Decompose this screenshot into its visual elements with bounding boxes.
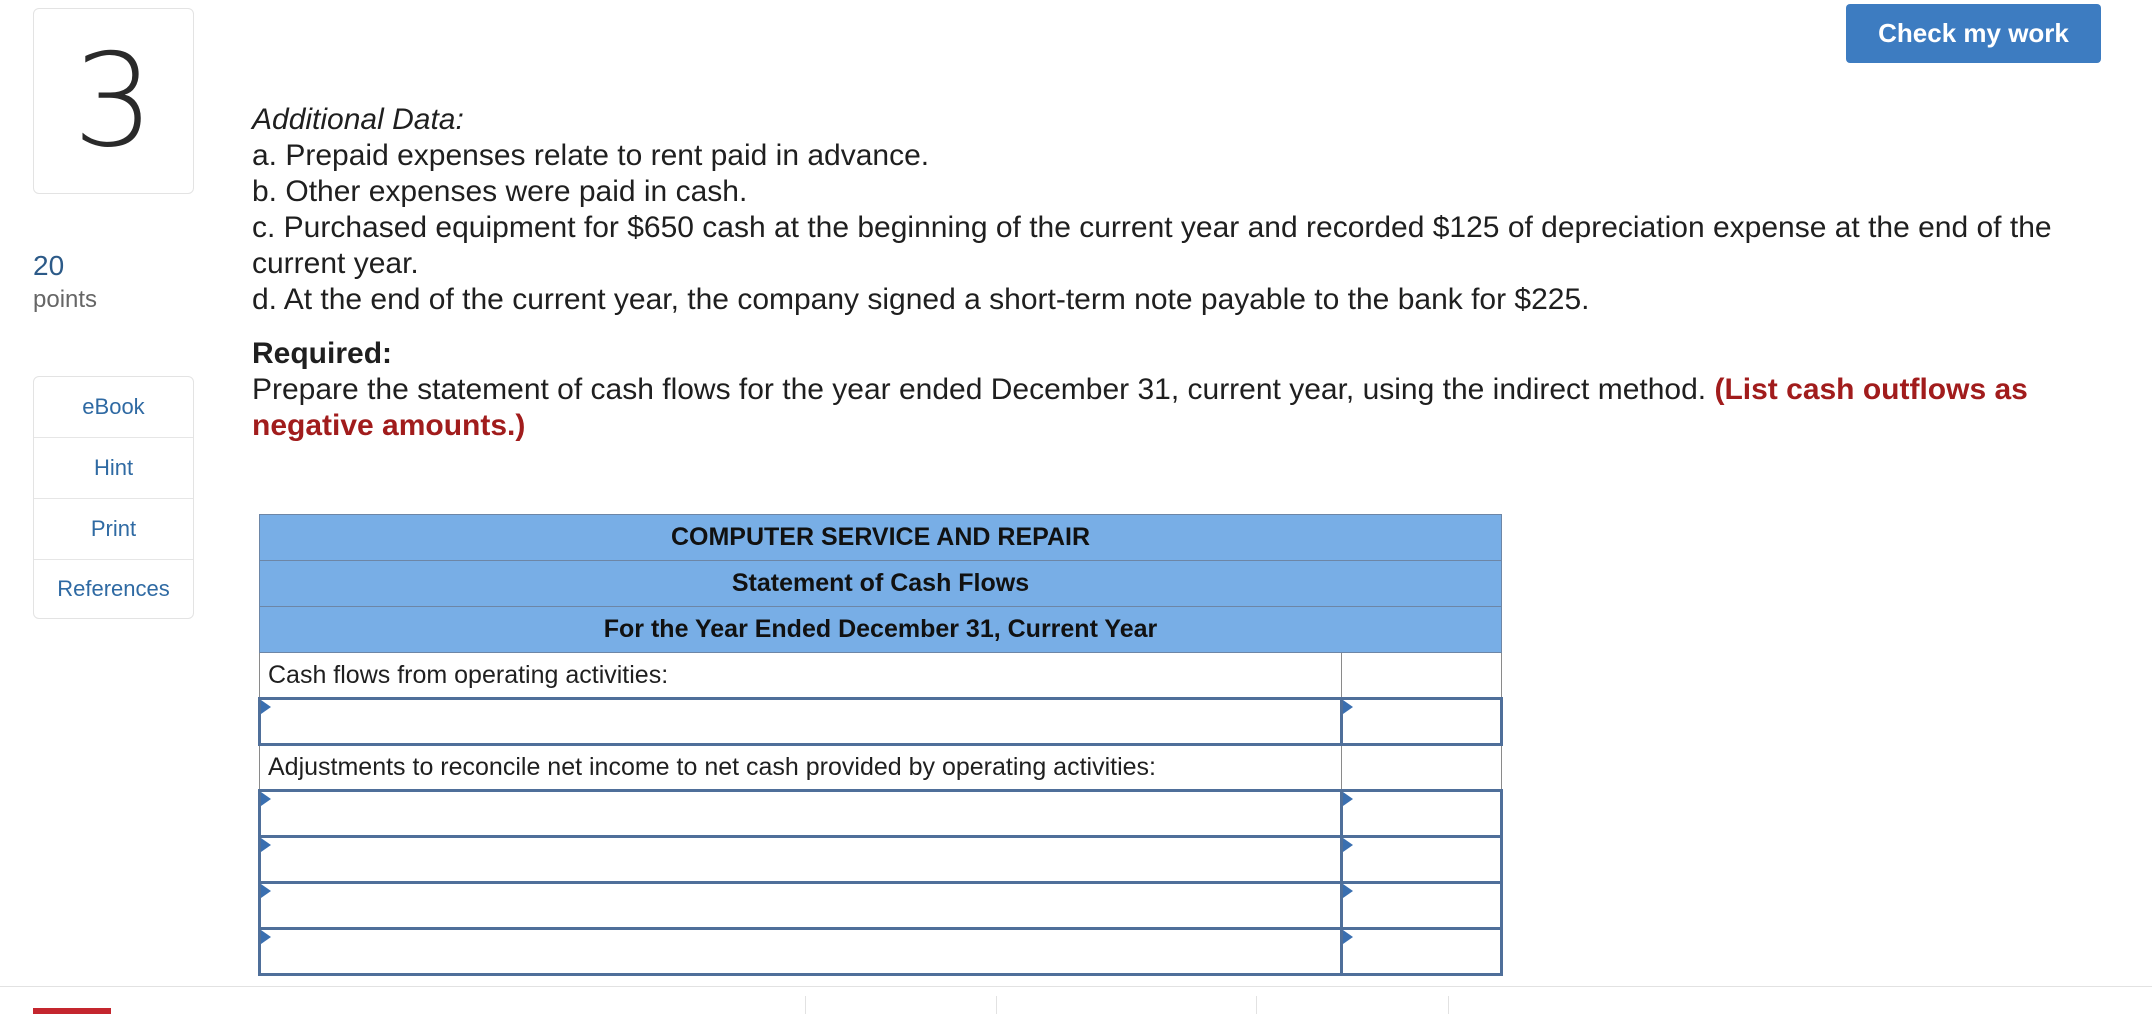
required-heading: Required: <box>252 337 393 370</box>
adjustment-label-input-1[interactable] <box>260 791 1342 837</box>
dropdown-flag-icon <box>261 930 271 944</box>
required-instruction: Prepare the statement of cash flows for the year ended December 31, current year, using the indirect method. <box>252 373 1707 406</box>
net-income-amount-input[interactable] <box>1342 699 1502 745</box>
statement-title: Statement of Cash Flows <box>260 561 1502 607</box>
footer-separator <box>1256 996 1257 1014</box>
table-row <box>260 837 1502 883</box>
footer-separator <box>805 996 806 1014</box>
dropdown-flag-icon <box>261 884 271 898</box>
check-my-work-button[interactable]: Check my work <box>1846 4 2101 63</box>
additional-data-item-b: b. Other expenses were paid in cash. <box>252 175 748 208</box>
footer-red-tab[interactable] <box>33 1008 111 1014</box>
required-text <box>252 372 2122 444</box>
dropdown-flag-icon <box>261 792 271 806</box>
table-row <box>260 791 1502 837</box>
table-row <box>260 699 1502 745</box>
additional-data-item-a: a. Prepaid expenses relate to rent paid in advance. <box>252 139 930 172</box>
operating-activities-amount <box>1342 653 1502 699</box>
footer-divider <box>0 986 2152 987</box>
table-row <box>260 883 1502 929</box>
statement-period: For the Year Ended December 31, Current Year <box>260 607 1502 653</box>
footer-separator <box>1448 996 1449 1014</box>
adjustment-amount-input-1[interactable] <box>1342 791 1502 837</box>
adjustments-amount <box>1342 745 1502 791</box>
print-link[interactable]: Print <box>34 499 193 560</box>
dropdown-flag-icon <box>1343 838 1353 852</box>
operating-activities-label: Cash flows from operating activities: <box>260 653 1342 699</box>
question-number: 3 <box>33 8 194 194</box>
net-income-label-input[interactable] <box>260 699 1342 745</box>
adjustment-amount-input-4[interactable] <box>1342 929 1502 975</box>
additional-data-heading: Additional Data: <box>252 103 464 136</box>
adjustment-amount-input-2[interactable] <box>1342 837 1502 883</box>
table-row <box>260 929 1502 975</box>
company-name: COMPUTER SERVICE AND REPAIR <box>260 515 1502 561</box>
adjustments-label: Adjustments to reconcile net income to net cash provided by operating activities: <box>260 745 1342 791</box>
dropdown-flag-icon <box>1343 792 1353 806</box>
tools-panel <box>33 376 194 619</box>
adjustment-amount-input-3[interactable] <box>1342 883 1502 929</box>
required-emphasis: (List cash outflows as negative amounts.) <box>252 373 2028 442</box>
adjustment-label-input-4[interactable] <box>260 929 1342 975</box>
adjustment-label-input-3[interactable] <box>260 883 1342 929</box>
adjustment-label-input-2[interactable] <box>260 837 1342 883</box>
question-content <box>252 102 2122 444</box>
dropdown-flag-icon <box>1343 884 1353 898</box>
additional-data-item-c: c. Purchased equipment for $650 cash at the beginning of the current year and recorded $125 of depreciation expense at the end of the current year. <box>252 211 2052 280</box>
hint-link[interactable]: Hint <box>34 438 193 499</box>
dropdown-flag-icon <box>1343 930 1353 944</box>
ebook-link[interactable]: eBook <box>34 377 193 438</box>
additional-data-item-d: d. At the end of the current year, the company signed a short-term note payable to the bank for $225. <box>252 283 1590 316</box>
dropdown-flag-icon <box>261 838 271 852</box>
points-label: points <box>33 286 98 313</box>
dropdown-flag-icon <box>1343 700 1353 714</box>
points-value: 20 <box>33 250 65 281</box>
footer-separator <box>996 996 997 1014</box>
references-link[interactable]: References <box>57 576 170 601</box>
cash-flow-statement-table <box>258 514 1503 976</box>
dropdown-flag-icon <box>261 700 271 714</box>
